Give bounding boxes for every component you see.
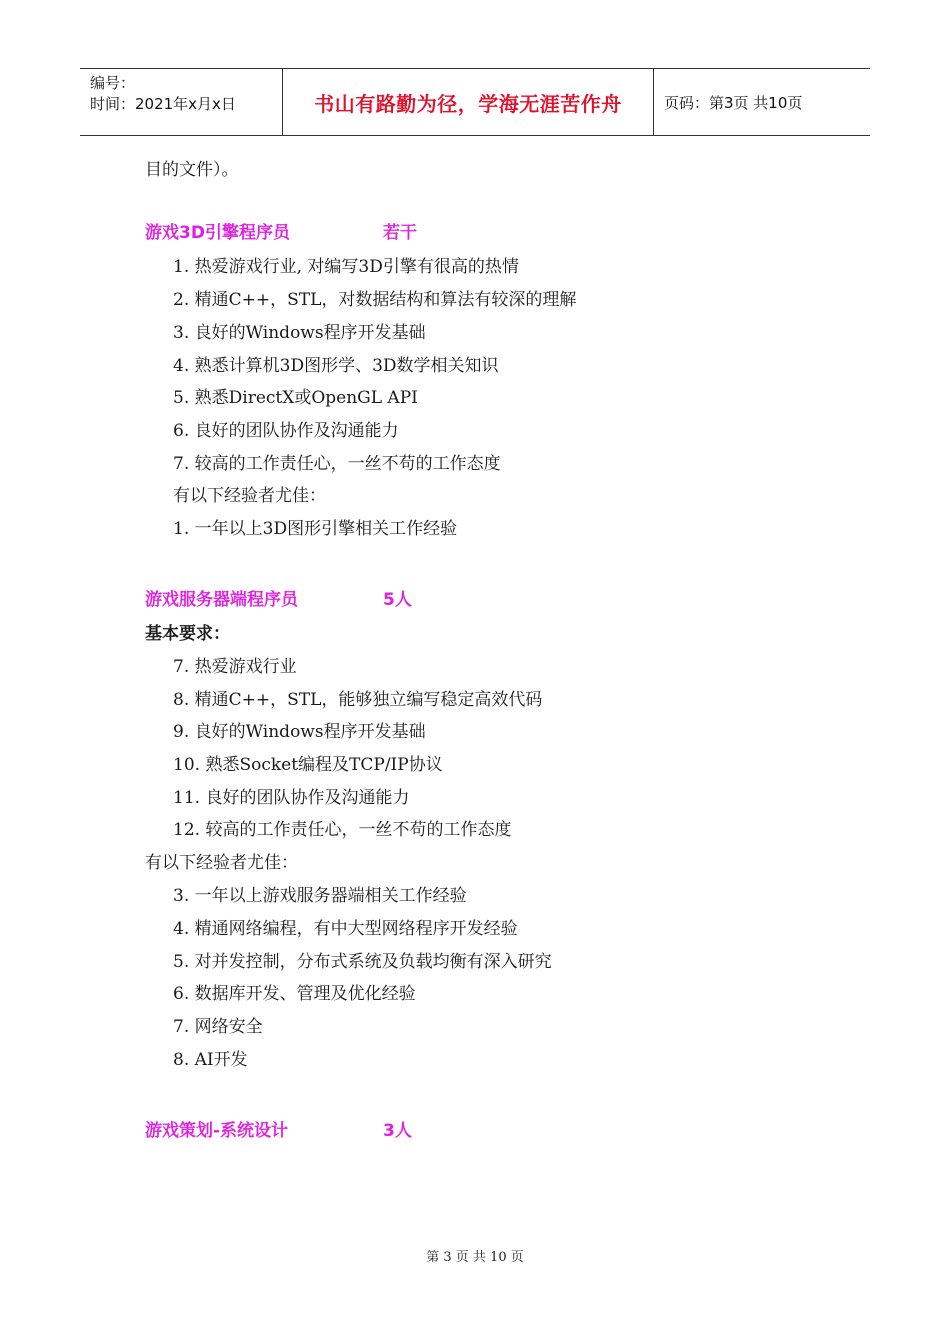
section1-title <box>145 222 290 244</box>
section2-count: 5人 <box>383 590 412 610</box>
section2-item: 7. 热爱游戏行业 <box>173 657 297 677</box>
section3-count: 3人 <box>383 1121 412 1141</box>
document-header <box>80 68 870 136</box>
section2-bonus-item: 5. 对并发控制，分布式系统及负载均衡有深入研究 <box>173 952 552 972</box>
section1-bonus-item: 1. 一年以上3D图形引擎相关工作经验 <box>173 519 458 539</box>
section2-item: 12. 较高的工作责任心，一丝不苟的工作态度 <box>173 820 512 840</box>
section2-bonus-item: 3. 一年以上游戏服务器端相关工作经验 <box>173 886 467 906</box>
section1-item: 4. 熟悉计算机3D图形学、3D数学相关知识 <box>173 356 499 376</box>
section1-count: 若干 <box>383 223 417 243</box>
header-page-label: 页码：第3页 共10页 <box>664 93 803 112</box>
section2-title: 游戏服务器端程序员 <box>145 590 298 610</box>
section1-title-text: 游戏3D引擎程序员 <box>145 223 290 243</box>
section2-item: 8. 精通C++，STL，能够独立编写稳定高效代码 <box>173 690 543 710</box>
section3-title: 游戏策划-系统设计 <box>145 1121 289 1141</box>
section1-item: 7. 较高的工作责任心，一丝不苟的工作态度 <box>173 454 501 474</box>
section1-item: 1. 热爱游戏行业, 对编写3D引擎有很高的热情 <box>173 257 519 277</box>
section2-bonus-item: 4. 精通网络编程，有中大型网络程序开发经验 <box>173 919 518 939</box>
page-footer: 第 3 页 共 10 页 <box>426 1250 524 1265</box>
section1-item: 3. 良好的Windows程序开发基础 <box>173 323 426 343</box>
section2-item: 9. 良好的Windows程序开发基础 <box>173 722 426 742</box>
section2-item: 11. 良好的团队协作及沟通能力 <box>173 788 410 808</box>
header-left-cell <box>80 69 282 135</box>
header-motto: 书山有路勤为径，学海无涯苦作舟 <box>282 69 654 135</box>
section1-item: 5. 熟悉DirectX或OpenGL API <box>173 388 418 408</box>
date-label: 时间：2021年x月x日 <box>90 95 236 113</box>
number-label: 编号： <box>90 74 136 92</box>
section2-bonus-item: 6. 数据库开发、管理及优化经验 <box>173 984 416 1004</box>
section2-item: 10. 熟悉Socket编程及TCP/IP协议 <box>173 755 443 775</box>
section1-item: 2. 精通C++，STL，对数据结构和算法有较深的理解 <box>173 290 577 310</box>
section2-bonus-item: 8. AI开发 <box>173 1050 248 1070</box>
section1-bonus-label: 有以下经验者尤佳： <box>173 486 326 506</box>
intro-fragment: 目的文件）。 <box>145 160 239 180</box>
section2-bonus-item: 7. 网络安全 <box>173 1017 263 1037</box>
section1-item: 6. 良好的团队协作及沟通能力 <box>173 421 399 441</box>
section2-bonus-label: 有以下经验者尤佳： <box>145 853 298 873</box>
section2-basic-label: 基本要求： <box>145 624 230 644</box>
